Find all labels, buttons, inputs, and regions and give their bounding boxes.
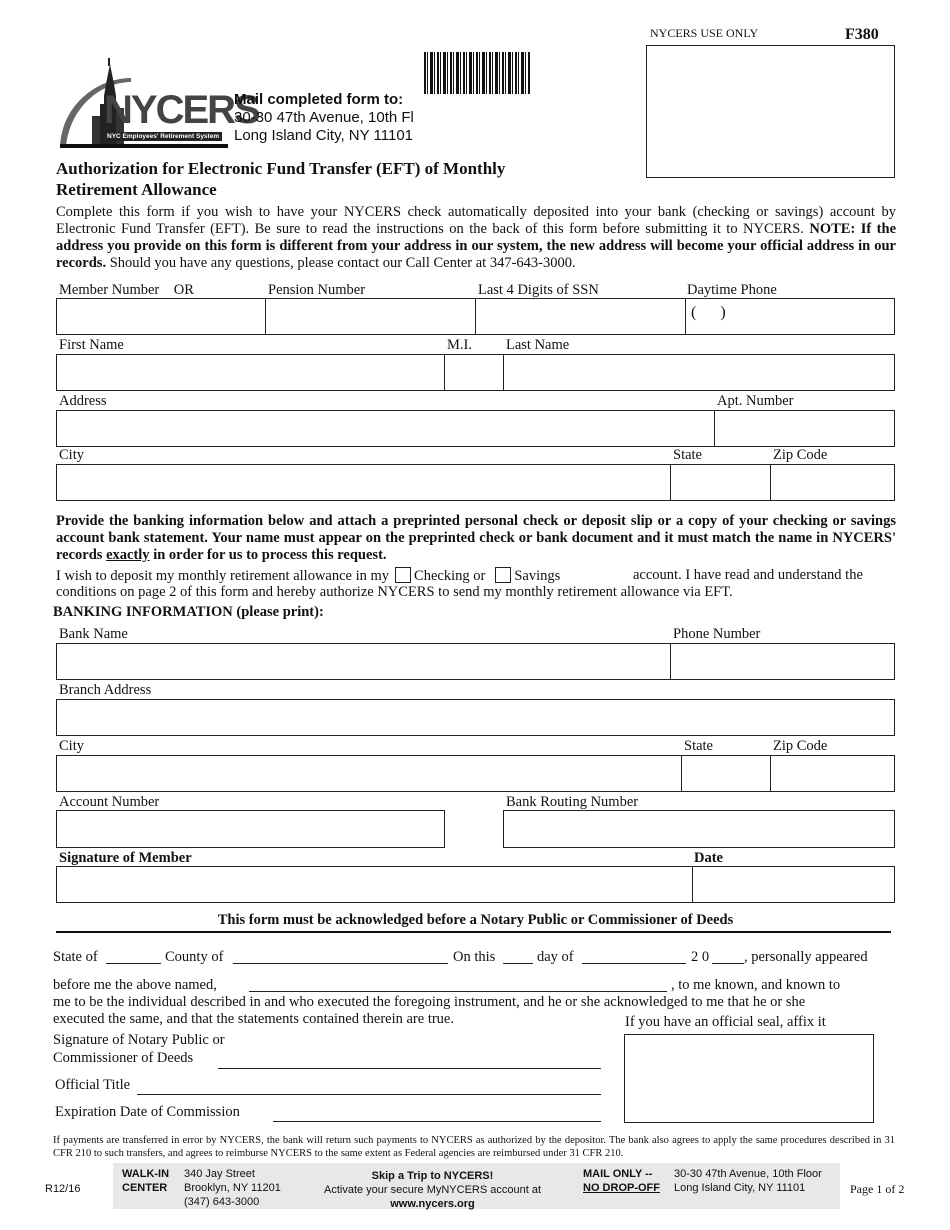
- state-of-line[interactable]: [106, 963, 161, 964]
- label-bank-phone: Phone Number: [673, 626, 761, 642]
- account-number-field[interactable]: [56, 810, 445, 848]
- member-number-field[interactable]: [56, 298, 266, 335]
- label-state-of: State of: [53, 949, 98, 965]
- label-last-name: Last Name: [506, 337, 570, 353]
- notary-heading: This form must be acknowledged before a Notary Public or Commissioner of Deeds: [217, 912, 734, 928]
- walkin-address: 340 Jay Street Brooklyn, NY 11201 (347) 643-3000: [184, 1168, 281, 1208]
- last-name-field[interactable]: [503, 354, 895, 391]
- routing-number-field[interactable]: [503, 810, 895, 848]
- city-field[interactable]: [56, 464, 671, 501]
- state-field[interactable]: [670, 464, 771, 501]
- label-bank-state: State: [684, 738, 713, 754]
- notary-line-3: executed the same, and that the statements contained therein are true.: [53, 1011, 454, 1027]
- signature-field[interactable]: [56, 866, 693, 903]
- revision-code: R12/16: [45, 1183, 81, 1195]
- notary-signature-line[interactable]: [218, 1068, 601, 1069]
- first-name-field[interactable]: [56, 354, 445, 391]
- deposit-line-1: I wish to deposit my monthly retirement allowance in my Checking or Savings: [56, 568, 561, 584]
- nycers-website-link[interactable]: www.nycers.org: [390, 1198, 475, 1210]
- mail-line-1: 30-30 47th Avenue, 10th Fl: [234, 109, 414, 126]
- label-ssn: Last 4 Digits of SSN: [478, 282, 599, 298]
- apt-field[interactable]: [714, 410, 895, 447]
- bank-city-field[interactable]: [56, 755, 682, 792]
- logo-wordmark: NYCERS: [104, 88, 259, 132]
- form-id: F380: [845, 26, 879, 43]
- banking-instructions: Provide the banking information below and attach a preprinted personal check or deposit slip or a copy of your checking or savings account bank statement. Your name must appear on the preprinted check or bank document and it must match the name in NYCERS' records exactly in order for us to process this request.: [56, 513, 896, 563]
- label-seal: If you have an official seal, affix it: [625, 1014, 826, 1030]
- zip-field[interactable]: [770, 464, 895, 501]
- label-pension-number: Pension Number: [268, 282, 366, 298]
- intro-text-1: Complete this form if you wish to have your NYCERS check automatically deposited into your bank (checking or savings) account by Electronic Fund Transfer (EFT). Be sure to read the instructions on the back of this form before submitting it to NYCERS.: [56, 204, 896, 237]
- month-line[interactable]: [582, 963, 686, 964]
- logo-tagline: [104, 132, 222, 141]
- use-only-box: [646, 45, 895, 178]
- date-field[interactable]: [692, 866, 895, 903]
- savings-label: Savings: [514, 568, 561, 584]
- label-official-title: Official Title: [55, 1077, 131, 1093]
- intro-note: NOTE: If the address you provide on this form is different from your address in our system, the new address will become your official address in our records.: [56, 221, 896, 271]
- bank-zip-field[interactable]: [770, 755, 895, 792]
- notary-seal-box[interactable]: [624, 1034, 874, 1123]
- label-county-of: County of: [165, 949, 224, 965]
- phone-area-code-parens: ( ): [691, 304, 726, 321]
- label-city: City: [59, 447, 84, 463]
- intro-paragraph: [56, 204, 896, 272]
- bank-name-field[interactable]: [56, 643, 671, 680]
- official-title-line[interactable]: [137, 1094, 601, 1095]
- label-state: State: [673, 447, 702, 463]
- bank-phone-field[interactable]: [670, 643, 895, 680]
- label-first-name: First Name: [59, 337, 124, 353]
- year-line[interactable]: [712, 963, 744, 964]
- skip-trip: Skip a Trip to NYCERS! Activate your secure MyNYCERS account at www.nycers.org: [305, 1169, 560, 1211]
- label-day-of: day of: [537, 949, 574, 965]
- label-on-this: On this: [453, 949, 496, 965]
- label-branch-address: Branch Address: [59, 682, 152, 698]
- exactly-emphasis: exactly: [106, 547, 150, 563]
- deposit-line-1-suffix: account. I have read and understand the: [633, 567, 863, 583]
- label-address: Address: [59, 393, 107, 409]
- label-date: Date: [694, 850, 723, 866]
- expiration-line[interactable]: [273, 1121, 601, 1122]
- checking-label: Checking or: [414, 568, 486, 584]
- label-bank-name: Bank Name: [59, 626, 128, 642]
- form-title-line-2: Retirement Allowance: [56, 180, 217, 199]
- label-appeared: , personally appeared: [744, 949, 868, 965]
- named-person-line[interactable]: [249, 991, 667, 992]
- label-zip: Zip Code: [773, 447, 828, 463]
- mail-only-address: 30-30 47th Avenue, 10th Floor Long Island City, NY 11101: [674, 1168, 822, 1194]
- day-line[interactable]: [503, 963, 533, 964]
- page-number: Page 1 of 2: [850, 1182, 905, 1196]
- daytime-phone-field[interactable]: [685, 298, 895, 335]
- label-year: 2 0: [691, 949, 710, 965]
- label-routing-number: Bank Routing Number: [506, 794, 639, 810]
- mail-heading: Mail completed form to:: [234, 91, 404, 108]
- label-notary-signature-1: Signature of Notary Public or: [53, 1032, 225, 1048]
- notary-line-2: me to be the individual described in and who executed the foregoing instrument, and he or she acknowledged to me that he or she: [53, 994, 806, 1010]
- disclaimer: If payments are transferred in error by NYCERS, the bank will return such payments to NYCERS as authorized by the depositor. The bank also agrees to apply the same procedures described in 31 CFR 210 to such transfers, and agrees to reimburse NYCERS to the same extent as Federal agencies are reimbursed under 31 CFR 210.: [53, 1135, 895, 1159]
- address-field[interactable]: [56, 410, 715, 447]
- county-of-line[interactable]: [233, 963, 448, 964]
- logo-tagline-nyc: NYC: [107, 133, 121, 140]
- label-known: , to me known, and known to: [671, 977, 841, 993]
- branch-address-field[interactable]: [56, 699, 895, 736]
- banking-heading: BANKING INFORMATION (please print):: [53, 604, 324, 620]
- pension-number-field[interactable]: [265, 298, 476, 335]
- label-notary-signature-2: Commissioner of Deeds: [53, 1050, 194, 1066]
- label-signature: Signature of Member: [59, 850, 192, 866]
- form-title-line-1: Authorization for Electronic Fund Transfer (EFT) of Monthly: [56, 159, 506, 178]
- ssn-field[interactable]: [475, 298, 686, 335]
- label-expiration: Expiration Date of Commission: [55, 1104, 240, 1120]
- label-daytime-phone: Daytime Phone: [687, 282, 777, 298]
- label-apt: Apt. Number: [717, 393, 794, 409]
- mail-line-2: Long Island City, NY 11101: [234, 127, 414, 144]
- use-only-label: NYCERS USE ONLY: [650, 26, 759, 40]
- label-account-number: Account Number: [59, 794, 160, 810]
- label-before-me: before me the above named,: [53, 977, 217, 993]
- bank-state-field[interactable]: [681, 755, 771, 792]
- mi-field[interactable]: [444, 354, 504, 391]
- checking-checkbox[interactable]: [395, 567, 411, 583]
- notary-divider: [56, 931, 891, 933]
- deposit-line-2: conditions on page 2 of this form and hereby authorize NYCERS to send my monthly retirement allowance via EFT.: [56, 584, 733, 600]
- savings-checkbox[interactable]: [495, 567, 511, 583]
- logo-tagline-text: Employees' Retirement System: [122, 133, 220, 140]
- label-member-number: Member Number OR: [59, 282, 194, 298]
- label-bank-city: City: [59, 738, 84, 754]
- mail-only-label: MAIL ONLY -- NO DROP-OFF: [583, 1168, 660, 1194]
- intro-text-2: Should you have any questions, please contact our Call Center at 347-643-3000.: [109, 255, 576, 271]
- barcode-icon: [424, 52, 530, 94]
- label-bank-zip: Zip Code: [773, 738, 828, 754]
- label-mi: M.I.: [447, 337, 472, 353]
- walkin-label: WALK-IN CENTER: [122, 1168, 170, 1194]
